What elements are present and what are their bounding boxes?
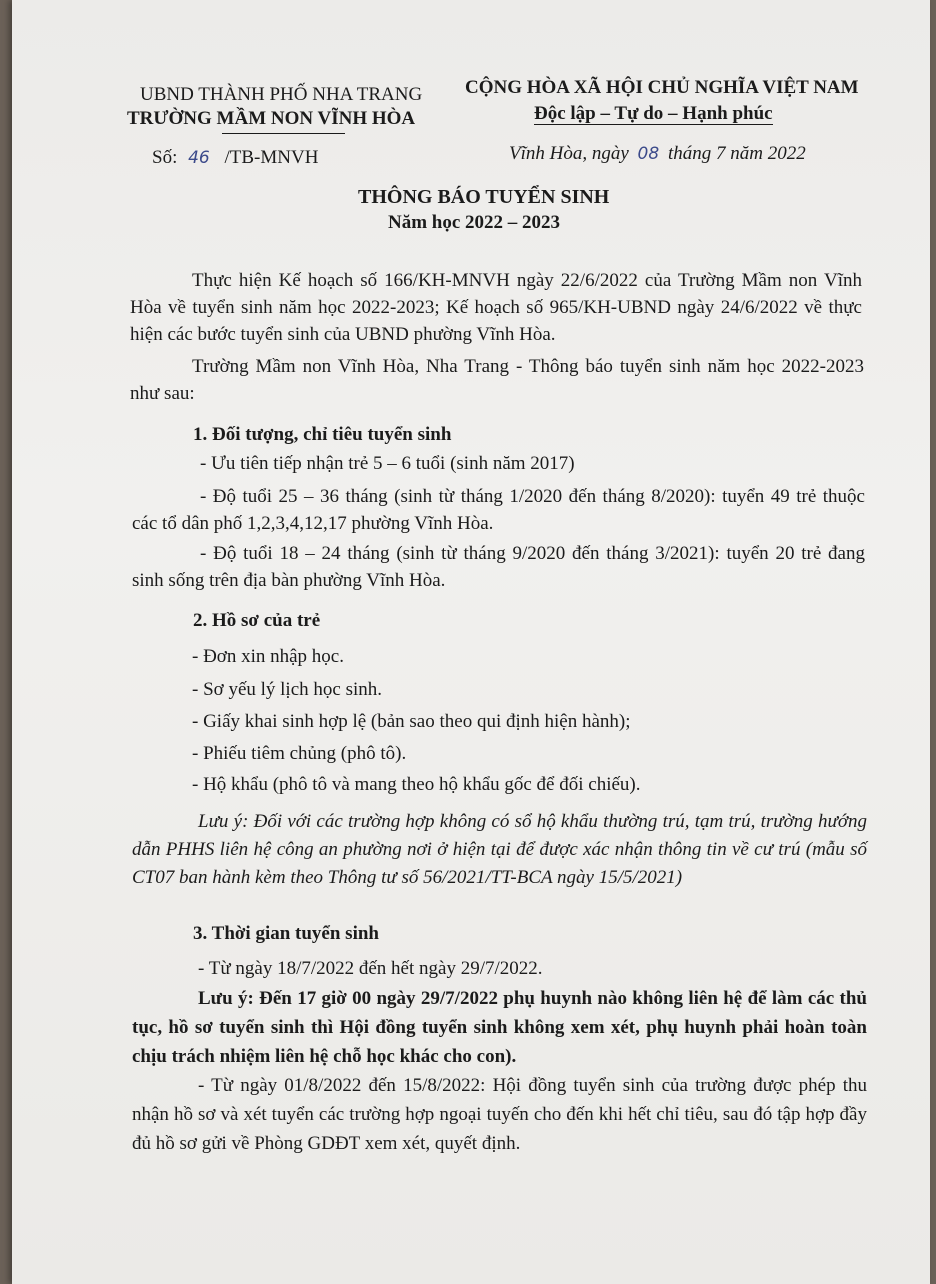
- section-2-item-household: - Hộ khẩu (phô tô và mang theo hộ khẩu gốc để đối chiếu).: [192, 774, 641, 795]
- section-2-note: Lưu ý: Đối với các trường hợp không có sổ hộ khẩu thường trú, tạm trú, trường hướng dẫn PHHS liên hệ công an phường nơi ở hiện tại để được xác nhận thông tin về cư trú (mẫu số CT07 ban hành kèm theo Thông tư số 56/2021/TT-BCA ngày 15/5/2021): [132, 811, 867, 888]
- section-3-extended-period: - Từ ngày 01/8/2022 đến 15/8/2022: Hội đồng tuyển sinh của trường được phép thu nhận hồ sơ và xét tuyển các trường hợp ngoại tuyến cho đến khi hết chỉ tiêu, sau đó tập hợp đầy đủ hồ sơ gửi về Phòng GDĐT xem xét, quyết định.: [132, 1075, 867, 1154]
- section-1-heading: 1. Đối tượng, chỉ tiêu tuyển sinh: [193, 424, 452, 445]
- date-day-handwritten: 08: [637, 144, 660, 164]
- date-prefix: Vĩnh Hòa, ngày: [509, 143, 629, 164]
- section-2-item-application: - Đơn xin nhập học.: [192, 646, 344, 667]
- notice-subtitle: Năm học 2022 – 2023: [388, 212, 561, 233]
- place-date: [509, 143, 806, 165]
- document-number-handwritten: 46: [188, 148, 210, 168]
- issuing-authority: UBND THÀNH PHỐ NHA TRANG: [140, 84, 423, 105]
- date-suffix: tháng 7 năm 2022: [667, 143, 806, 164]
- national-motto: [534, 103, 773, 125]
- section-1-item-age-25-36: - Độ tuổi 25 – 36 tháng (sinh từ tháng 1/2020 đến tháng 8/2020): tuyển 49 trẻ thuộc các tổ dân phố 1,2,3,4,12,17 phường Vĩnh Hòa.: [132, 486, 865, 534]
- section-3-period: - Từ ngày 18/7/2022 đến hết ngày 29/7/2022.: [198, 958, 543, 979]
- notice-title: THÔNG BÁO TUYỂN SINH: [358, 186, 610, 208]
- section-2-item-vaccination: - Phiếu tiêm chủng (phô tô).: [192, 743, 407, 764]
- announcement-paragraph: Trường Mầm non Vĩnh Hòa, Nha Trang - Thông báo tuyển sinh năm học 2022-2023 như sau:: [130, 356, 864, 404]
- document-number-suffix: /TB-MNVH: [224, 147, 319, 168]
- document-number-prefix: Số:: [152, 147, 178, 168]
- school-name-underline: [222, 133, 345, 134]
- document-page: [12, 0, 930, 1284]
- section-3-heading: 3. Thời gian tuyển sinh: [193, 923, 379, 944]
- section-3-note: Lưu ý: Đến 17 giờ 00 ngày 29/7/2022 phụ huynh nào không liên hệ để làm các thủ tục, hồ sơ tuyển sinh thì Hội đồng tuyển sinh không xem xét, phụ huynh phải hoàn toàn chịu trách nhiệm liên hệ chỗ học khác cho con).: [132, 988, 867, 1067]
- school-name: TRƯỜNG MẦM NON VĨNH HÒA: [127, 108, 416, 129]
- national-title: CỘNG HÒA XÃ HỘI CHỦ NGHĨA VIỆT NAM: [465, 77, 859, 98]
- section-1-item-priority: - Ưu tiên tiếp nhận trẻ 5 – 6 tuổi (sinh năm 2017): [200, 453, 575, 474]
- section-2-item-birth-cert: - Giấy khai sinh hợp lệ (bản sao theo qui định hiện hành);: [192, 711, 631, 732]
- section-1-item-age-18-24: - Độ tuổi 18 – 24 tháng (sinh từ tháng 9/2020 đến tháng 3/2021): tuyển 20 trẻ đang sinh sống trên địa bàn phường Vĩnh Hòa.: [132, 543, 865, 591]
- national-motto-text: Độc lập – Tự do – Hạnh phúc: [534, 103, 773, 124]
- section-2-heading: 2. Hồ sơ của trẻ: [193, 610, 321, 631]
- section-2-item-profile: - Sơ yếu lý lịch học sinh.: [192, 679, 382, 700]
- document-number: [152, 147, 318, 169]
- intro-paragraph: Thực hiện Kế hoạch số 166/KH-MNVH ngày 22/6/2022 của Trường Mầm non Vĩnh Hòa về tuyển sinh năm học 2022-2023; Kế hoạch số 965/KH-UBND ngày 24/6/2022 về thực hiện các bước tuyển sinh của UBND phường Vĩnh Hòa.: [130, 270, 862, 345]
